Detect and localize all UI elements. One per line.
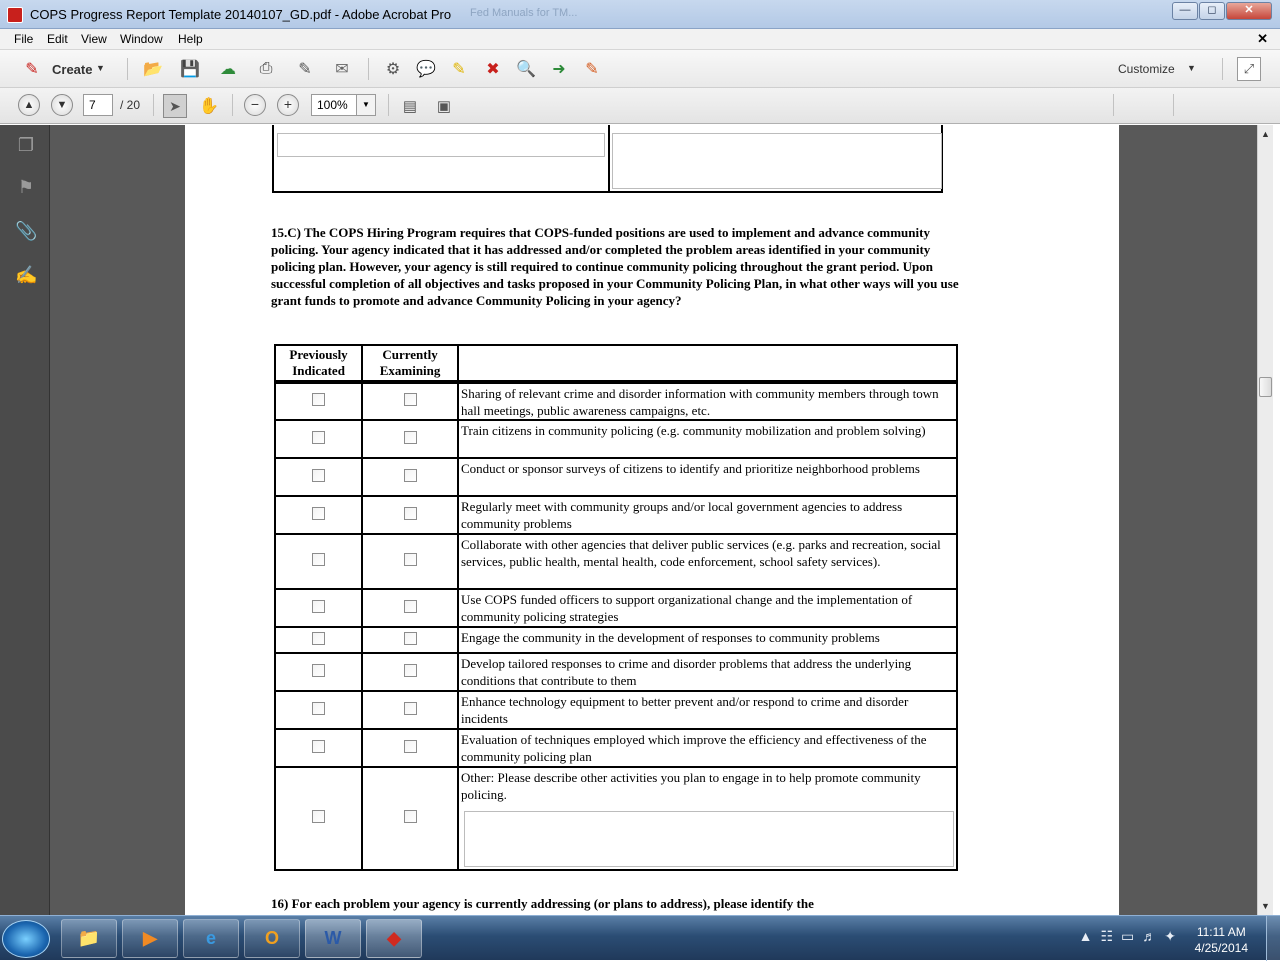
clock[interactable] [1195, 924, 1248, 956]
customize-button[interactable]: Customize [1118, 62, 1175, 76]
activity-label: Engage the community in the development of responses to community problems [458, 627, 957, 653]
open-icon[interactable]: 📂 [143, 61, 163, 78]
window-title: COPS Progress Report Template 20140107_GD.pdf - Adobe Acrobat Pro [30, 7, 452, 22]
activity-label: Develop tailored responses to crime and disorder problems that address the underlying conditions that contribute to them [458, 653, 957, 691]
vertical-scrollbar[interactable] [1257, 125, 1273, 915]
currently-examining-checkbox[interactable] [404, 810, 417, 823]
table-row [275, 382, 957, 420]
currently-examining-checkbox[interactable] [404, 702, 417, 715]
table-row [275, 653, 957, 691]
acrobat-app-icon [7, 7, 23, 23]
word-taskbar-icon[interactable]: W [305, 919, 361, 958]
previously-indicated-checkbox[interactable] [312, 632, 325, 645]
internet-explorer-taskbar-icon[interactable]: e [183, 919, 239, 958]
page-thumbnails-icon[interactable]: ❐ [17, 135, 35, 155]
title-bar [0, 0, 1280, 29]
scroll-mode-icon[interactable]: ▤ [402, 98, 418, 115]
previously-indicated-checkbox[interactable] [312, 740, 325, 753]
scrollbar-thumb[interactable] [1259, 377, 1272, 397]
acrobat-taskbar-icon[interactable]: ◆ [366, 919, 422, 958]
previous-table-fragment [272, 125, 943, 193]
col-previously-indicated: Previously Indicated [275, 345, 362, 382]
menu-file[interactable]: File [14, 32, 34, 46]
activity-label: Evaluation of techniques employed which improve the efficiency and effectiveness of the community policing plan [458, 729, 957, 767]
menu-window[interactable]: Window [120, 32, 163, 46]
table-row-other [275, 767, 957, 870]
windows-taskbar [0, 915, 1280, 960]
attachments-icon[interactable]: 📎 [15, 221, 38, 241]
currently-examining-checkbox[interactable] [404, 664, 417, 677]
currently-examining-checkbox[interactable] [404, 507, 417, 520]
save-icon[interactable]: 💾 [180, 61, 200, 78]
fit-page-icon[interactable]: ▣ [436, 98, 452, 115]
zoom-in-icon[interactable]: + [277, 94, 299, 116]
expand-icon[interactable]: ⤢ [1237, 57, 1261, 81]
export-icon[interactable]: ➜ [552, 61, 566, 78]
table-row [275, 691, 957, 729]
menu-view[interactable]: View [81, 32, 107, 46]
hand-tool-icon[interactable]: ✋ [199, 98, 219, 115]
clock-time: 11:11 AM [1196, 925, 1246, 939]
show-desktop-button[interactable] [1266, 916, 1280, 961]
question-16: 16) For each problem your agency is currently addressing (or plans to address), please identify the [271, 896, 814, 911]
currently-examining-checkbox[interactable] [404, 740, 417, 753]
previously-indicated-checkbox[interactable] [312, 507, 325, 520]
previously-indicated-checkbox[interactable] [312, 393, 325, 406]
close-document-icon[interactable]: ✕ [1257, 31, 1268, 46]
start-button[interactable] [2, 920, 50, 958]
form-text-field[interactable] [612, 133, 942, 189]
activity-label: Enhance technology equipment to better prevent and/or respond to crime and disorder incidents [458, 691, 957, 729]
upload-icon[interactable]: ☁ [220, 61, 236, 78]
previously-indicated-checkbox[interactable] [312, 600, 325, 613]
scroll-down-icon[interactable]: ▼ [1261, 901, 1270, 911]
page-number-input[interactable]: 7 [83, 94, 113, 116]
sign-icon[interactable]: ✎ [585, 61, 599, 78]
activity-label-other: Other: Please describe other activities you plan to engage in to help promote community policing. [461, 770, 921, 802]
menu-help[interactable]: Help [178, 32, 203, 46]
menu-bar [0, 29, 1280, 50]
other-activities-field[interactable] [464, 811, 954, 867]
table-row [275, 534, 957, 589]
activity-label: Sharing of relevant crime and disorder information with community members through town hall meetings, public awareness campaigns, etc. [458, 382, 957, 420]
form-text-field[interactable] [277, 133, 605, 157]
activity-label: Conduct or sponsor surveys of citizens to identify and prioritize neighborhood problems [458, 458, 957, 496]
close-window-button[interactable]: ✕ [1226, 2, 1272, 20]
explorer-taskbar-icon[interactable]: 📁 [61, 919, 117, 958]
policing-activities-table [274, 344, 958, 871]
gear-icon[interactable]: ⚙ [385, 61, 401, 78]
zoom-input[interactable]: 100% [311, 94, 357, 116]
currently-examining-checkbox[interactable] [404, 393, 417, 406]
delete-icon[interactable]: ✖ [486, 61, 500, 78]
table-row [275, 496, 957, 534]
media-player-taskbar-icon[interactable]: ▶ [122, 919, 178, 958]
zoom-dropdown-icon[interactable]: ▼ [356, 94, 376, 116]
menu-edit[interactable]: Edit [47, 32, 68, 46]
currently-examining-checkbox[interactable] [404, 632, 417, 645]
document-viewport [50, 125, 1257, 915]
create-icon[interactable]: ✎ [25, 61, 39, 78]
scroll-up-icon[interactable]: ▲ [1261, 129, 1270, 139]
maximize-button[interactable]: ◻ [1199, 2, 1225, 20]
select-tool-icon[interactable]: ➤ [163, 94, 187, 118]
chevron-down-icon[interactable]: ▼ [96, 63, 105, 73]
pdf-page [185, 125, 1119, 915]
activity-label: Train citizens in community policing (e.g. community mobilization and problem solving) [458, 420, 957, 458]
previously-indicated-checkbox[interactable] [312, 664, 325, 677]
currently-examining-checkbox[interactable] [404, 553, 417, 566]
minimize-button[interactable]: — [1172, 2, 1198, 20]
activity-label: Regularly meet with community groups and/or local government agencies to address community problems [458, 496, 957, 534]
bookmarks-icon[interactable]: ⚑ [17, 177, 35, 197]
activity-label: Use COPS funded officers to support organizational change and the implementation of community policing strategies [458, 589, 957, 627]
main-toolbar [0, 50, 1280, 88]
activity-label: Collaborate with other agencies that deliver public services (e.g. parks and recreation, social services, public health, mental health, code enforcement, school safety services). [458, 534, 957, 589]
previously-indicated-checkbox[interactable] [312, 553, 325, 566]
previously-indicated-checkbox[interactable] [312, 810, 325, 823]
zoom-out-icon[interactable]: − [244, 94, 266, 116]
prev-page-icon[interactable]: ▲ [18, 94, 40, 116]
background-window-title: Fed Manuals for TM... [470, 7, 578, 19]
navigation-toolbar [0, 88, 1280, 124]
signatures-icon[interactable]: ✍ [15, 265, 38, 285]
edit-icon[interactable]: ✎ [298, 61, 312, 78]
outlook-taskbar-icon[interactable]: O [244, 919, 300, 958]
email-icon[interactable]: ✉ [335, 61, 349, 78]
table-row [275, 627, 957, 653]
page-total: / 20 [120, 98, 141, 112]
currently-examining-checkbox[interactable] [404, 469, 417, 482]
system-tray[interactable]: ▲☷▭♬✦ [1078, 928, 1184, 944]
clock-date: 4/25/2014 [1194, 941, 1248, 955]
next-page-icon[interactable]: ▼ [51, 94, 73, 116]
highlight-icon[interactable]: ✎ [452, 61, 466, 78]
create-button[interactable]: Create [52, 62, 93, 77]
table-row [275, 420, 957, 458]
table-row [275, 589, 957, 627]
question-15c: 15.C) The COPS Hiring Program requires that COPS-funded positions are used to implement and advance community policing. Your agency indicated that it has addressed and/or completed the problem areas identified in your community policing plan. However, your agency is still required to continue community policing throughout the grant period. Upon successful completion of all objectives and tasks proposed in your Community Policing Plan, in what other ways will you use grant funds to promote and advance Community Policing in your agency? [271, 225, 959, 308]
navigation-pane [0, 125, 50, 915]
previously-indicated-checkbox[interactable] [312, 431, 325, 444]
currently-examining-checkbox[interactable] [404, 431, 417, 444]
table-row [275, 458, 957, 496]
chevron-down-icon[interactable]: ▼ [1187, 63, 1196, 73]
previously-indicated-checkbox[interactable] [312, 469, 325, 482]
previously-indicated-checkbox[interactable] [312, 702, 325, 715]
comment-icon[interactable]: 💬 [416, 61, 436, 78]
col-currently-examining: Currently Examining [362, 345, 458, 382]
search-icon[interactable]: 🔍 [516, 61, 536, 78]
table-row [275, 729, 957, 767]
print-icon[interactable]: ⎙ [259, 60, 273, 77]
currently-examining-checkbox[interactable] [404, 600, 417, 613]
col-activity [458, 345, 957, 382]
